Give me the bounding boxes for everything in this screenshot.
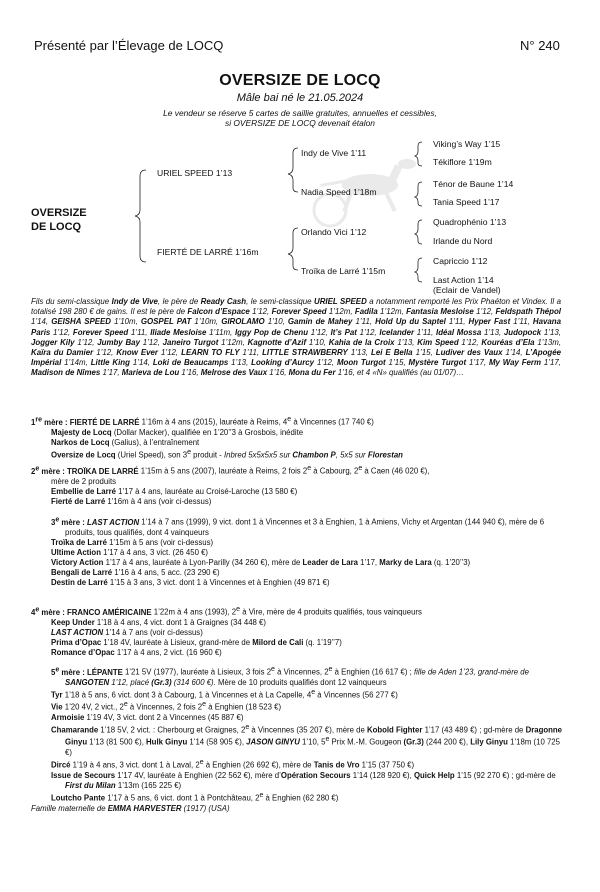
horse-sex-birth: Mâle bai né le 21.05.2024 xyxy=(236,92,364,104)
lot-number: N° 240 xyxy=(520,38,560,53)
dam1-produce-2: Narkos de Locq (Galius), à l’entraînement xyxy=(51,437,200,447)
dam5-produce-7: Loutcho Pante 1’17 à 5 ans, 6 vict. dont 1 à Pontchâteau, 2e à Enghien (62 280 €) xyxy=(51,791,339,803)
dam3-section xyxy=(31,515,567,588)
dam2-produce-2: Fierté de Larré 1’16m à 4 ans (voir ci-dessus) xyxy=(51,496,212,506)
presenter-line: Présenté par l’Élevage de LOCQ xyxy=(34,38,224,53)
ddd-note: (Eclair de Vandel) xyxy=(433,285,501,295)
seller-note-line2: si OVERSIZE DE LOCQ devenait étalon xyxy=(225,118,375,128)
family-line: Famille maternelle de EMMA HARVESTER (1917) (USA) xyxy=(31,804,230,813)
dam4-produce-4: Romance d’Opac 1’17 à 4 ans, 2 vict. (16 960 €) xyxy=(51,647,222,657)
dam3-produce-3: Victory Action 1’17 à 4 ans, lauréate à Lyon-Parilly (34 260 €), mère de Leader de Lara 1’17, Marky de Lara (q. 1’20’’3) xyxy=(51,557,471,567)
dam4-produce-3: Prima d’Opac 1’18 4V, lauréate à Lisieux, grand-mère de Milord de Cali (q. 1’19’’7) xyxy=(51,637,342,647)
horse-name-line1: OVERSIZE xyxy=(31,207,87,219)
dam5-produce-2: Vie 1’20 4V, 2 vict., 2e à Vincennes, 2 fois 2e à Enghien (18 523 €) xyxy=(51,701,282,712)
dam5-produce-5: Dircé 1’19 à 4 ans, 3 vict. dont 1 à Laval, 2e à Enghien (26 692 €), mère de Tanis de Vro 1’15 (37 750 €) xyxy=(51,758,415,770)
dam5-section xyxy=(31,665,567,803)
dam1-produce-3: Oversize de Locq (Uriel Speed), son 3e produit - Inbred 5x5x5x5 sur Chambon P, 5x5 sur Florestan xyxy=(51,448,403,460)
dam1-produce-1: Majesty de Locq (Dollar Macker), qualifiée en 1’20’’3 à Grosbois, inédite xyxy=(51,427,304,437)
dam-dam: Troïka de Larré 1’15m xyxy=(301,266,386,276)
dam4-produce-1: Keep Under 1’18 à 4 ans, 4 vict. dont 1 à Graignes (34 448 €) xyxy=(51,617,266,627)
seller-note-line1: Le vendeur se réserve 5 cartes de saillie gratuites, annuelles et cessibles, xyxy=(163,108,437,118)
sire-dam: Nadia Speed 1’18m xyxy=(301,187,377,197)
dss: Quadrophénio 1’13 xyxy=(433,217,507,227)
dds: Capriccio 1’12 xyxy=(433,256,488,266)
dam5-produce-4: Chamarande 1’18 5V, 2 vict. : Cherbourg et Graignes, 2e à Vincennes (35 207 €), mère de Kobold Fighter 1’17 (43 489 €) ; gd-mère de Dragonne Ginyu 1’13 (81 500 €), Hulk Ginyu 1’14 (58 905 €), JASON GINYU 1’10, 5e Prix M.-M. Gougeon (Gr.3) (244 200 €), Lily Ginyu 1’18m (10 725 €) xyxy=(51,723,562,757)
sds: Ténor de Baune 1’14 xyxy=(433,179,514,189)
dam2-heading: 2e mère : TROÏKA DE LARRÉ 1’15m à 5 ans (2007), lauréate à Reims, 2 fois 2e à Cabourg, 2e à Caen (46 020 €), xyxy=(31,465,430,476)
dam2-produce-1: Embellie de Larré 1’17 à 4 ans, lauréate au Croisé-Laroche (13 580 €) xyxy=(51,486,298,496)
dam3-produce-1: Troïka de Larré 1’15m à 5 ans (voir ci-dessus) xyxy=(51,537,214,547)
sire-paragraph: Fils du semi-classique Indy de Vive, le père de Ready Cash, le semi-classique URIEL SPEED a notamment remporté les Prix Phaéton et Vindex. Il a totalisé 198 280 € de gains. Il est le père de Falcon d’Espace 1’12, Forever Speed 1’12m, Fadila 1’12m, Fantasia Mesloise 1’12, Feldspath Thépol 1’14, GEISHA SPEED 1’10m, GOSPEL PAT 1’10m, GIROLAMO 1’10, Gamin de Mahey 1’11, Hold Up du Saptel 1’11, Hyper Fast 1’11, Havana Paris 1’12, Forever Speed 1’11, Iliade Mesloise 1’11m, Iggy Pop de Chenu 1’12, It’s Pat 1’12, Icelander 1’11, Idéal Mossa 1’13, Judopock 1’13, Jogger Kily 1’12, Jumby Bay 1’12, Janeiro Turgot 1’12m, Kagnotte d’Azif 1’10, Kahia de la Croix 1’13, Kim Speed 1’12, Kouréas d’Ela 1’13m, Kaïra du Damier 1’12, Know Ever 1’12, LEARN TO FLY 1’11, LITTLE STRAWBERRY 1’13, Lei E Bella 1’15, Ludiver des Vaux 1’14, L’Apogée Impérial 1’14m, Little King 1’14, Loki de Beaucamps 1’13, Looking d’Aurcy 1’12, Moon Turgot 1’15, Mystère Turgot 1’17, My Way Ferm 1’17, Madison de Nîmes 1’17, Marieva de Lou 1’16, Melrose des Vaux 1’16, Mona du Fer 1’16, et 4 «N» qualifiés (au 01/07)… xyxy=(31,297,562,378)
horse-title: OVERSIZE DE LOCQ xyxy=(219,72,381,89)
dam5-produce-1: Tyr 1’18 à 5 ans, 6 vict. dont 3 à Cabourg, 1 à Vincennes et à La Capelle, 4e à Vincennes (56 277 €) xyxy=(51,688,398,700)
dam4-heading: 4e mère : FRANCO AMÉRICAINE 1’22m à 4 ans (1993), 2e à Vire, mère de 4 produits qualifiés, tous vainqueurs xyxy=(31,606,422,617)
dam5-produce-6: Issue de Secours 1’17 4V, lauréate à Enghien (22 562 €), mère d’Opération Secours 1’14 (128 920 €), Quick Help 1’15 (92 270 €) ; gd-mère de First du Milan 1’13m (165 225 €) xyxy=(51,770,556,790)
dam3-produce-4: Bengali de Larré 1’16 à 4 ans, 5 acc. (23 290 €) xyxy=(51,567,220,577)
pedigree-horse-name xyxy=(31,206,87,234)
dam4-section xyxy=(31,605,567,658)
dam-sire: Orlando Vici 1’12 xyxy=(301,227,367,237)
dam3-produce-5: Destin de Larré 1’15 à 3 ans, 3 vict. dont 1 à Vincennes et à Enghien (49 871 €) xyxy=(51,577,330,587)
sire-sire: Indy de Vive 1’11 xyxy=(301,148,367,158)
ssd: Tékiflore 1’19m xyxy=(433,157,492,167)
dam5-produce-3: Armoisie 1’19 4V, 3 vict. dont 2 à Vincennes (45 887 €) xyxy=(51,712,244,722)
dam3-heading: 3e mère : LAST ACTION 1’14 à 7 ans (1999), 9 vict. dont 1 à Vincennes et 3 à Enghien, 1 à Amiens, Vichy et Argentan (144 940 €), mère de 6 produits, tous qualifiés, dont 4 vainqueurs xyxy=(51,516,545,537)
dam5-heading: 5e mère : LÉPANTE 1’21 5V (1977), lauréate à Lisieux, 3 fois 2e à Vincennes, 2e à Enghien (16 617 €) ; fille de Aden 1’23, grand-mère de SANGOTEN 1’12, placé (Gr.3) (314 600 €). Mère de 10 produits qualifiés dont 12 vainqueurs xyxy=(51,666,529,687)
ddd: Last Action 1’14 xyxy=(433,275,494,285)
dsd: Irlande du Nord xyxy=(433,236,493,246)
sire: URIEL SPEED 1’13 xyxy=(157,168,233,178)
dam1-heading: 1re mère : FIERTÉ DE LARRÉ 1’16m à 4 ans (2015), lauréate à Reims, 4e à Vincennes (17 740 €) xyxy=(31,416,374,427)
dam2-line2: mère de 2 produits xyxy=(51,476,117,486)
dam3-produce-2: Ultime Action 1’17 à 4 ans, 3 vict. (26 450 €) xyxy=(51,547,209,557)
dam2-section xyxy=(31,464,567,507)
dam: FIERTÉ DE LARRÉ 1’16m xyxy=(157,247,259,257)
sdd: Tania Speed 1’17 xyxy=(433,197,500,207)
pedigree-braces xyxy=(0,0,600,300)
horse-name-line2: DE LOCQ xyxy=(31,221,82,233)
sss: Viking’s Way 1’15 xyxy=(433,139,501,149)
dam1-section xyxy=(31,415,567,460)
dam4-produce-2: LAST ACTION 1’14 à 7 ans (voir ci-dessus) xyxy=(51,627,203,637)
